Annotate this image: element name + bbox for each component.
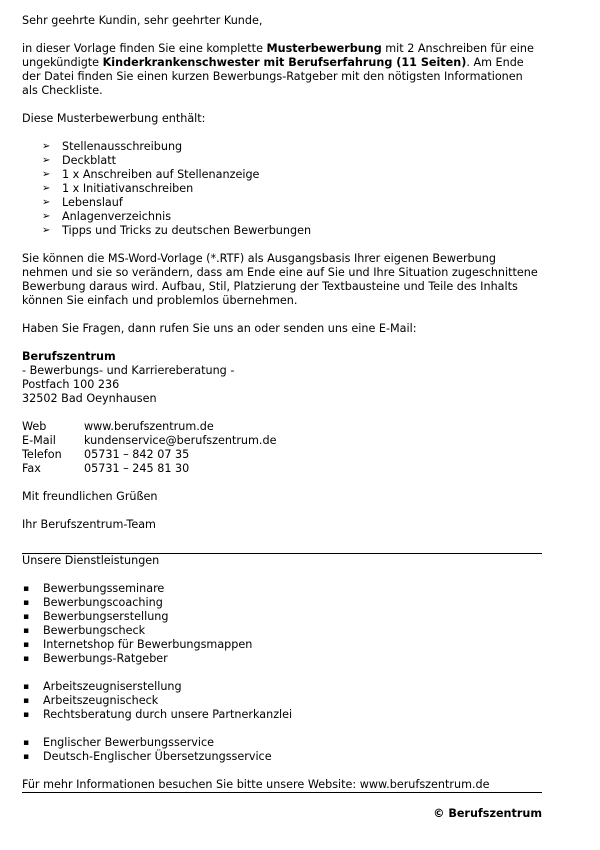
arrow-bullet-icon: ➢ [42, 141, 51, 152]
intro-text-1: in dieser Vorlage finden Sie eine komplette [22, 42, 267, 55]
arrow-bullet-icon: ➢ [42, 155, 51, 166]
list-item: ▪ Rechtsberatung durch unsere Partnerkanzlei [23, 708, 293, 721]
intro-paragraph [22, 42, 542, 98]
square-bullet-icon: ▪ [23, 584, 30, 594]
company-name: Berufszentrum [22, 350, 116, 363]
arrow-bullet-icon: ➢ [42, 183, 51, 194]
services-heading: Unsere Dienstleistungen [22, 554, 160, 567]
square-bullet-icon: ▪ [23, 710, 30, 720]
contact-table [22, 420, 542, 476]
greeting: Sehr geehrte Kundin, sehr geehrter Kunde, [22, 14, 263, 27]
list-item: ➢ Lebenslauf [42, 196, 123, 209]
square-bullet-icon: ▪ [23, 682, 30, 692]
list-item: ▪ Bewerbungscoaching [23, 596, 163, 609]
arrow-bullet-icon: ➢ [42, 169, 51, 180]
list-item: ➢ Stellenausschreibung [42, 140, 183, 153]
document-page [22, 14, 542, 821]
phone-value: 05731 – 842 07 35 [84, 448, 190, 461]
list-item: ▪ Arbeitszeugnischeck [23, 694, 159, 707]
list-item: ➢ Deckblatt [42, 154, 116, 167]
intro-bold-1: Musterbewerbung [266, 42, 382, 55]
more-info: Für mehr Informationen besuchen Sie bitte unsere Website: www.berufszentrum.de [22, 778, 490, 791]
list-item: ▪ Arbeitszeugniserstellung [23, 680, 182, 693]
square-bullet-icon: ▪ [23, 654, 30, 664]
square-bullet-icon: ▪ [23, 612, 30, 622]
email-link[interactable]: kundenservice@berufszentrum.de [84, 434, 277, 447]
questions-paragraph: Haben Sie Fragen, dann rufen Sie uns an oder senden uns eine E-Mail: [22, 322, 417, 335]
square-bullet-icon: ▪ [23, 598, 30, 608]
arrow-bullet-icon: ➢ [42, 211, 51, 222]
list-item: ▪ Bewerbungserstellung [23, 610, 169, 623]
company-city: 32502 Bad Oeynhausen [22, 392, 157, 405]
contact-label-email: E-Mail [22, 434, 56, 447]
square-bullet-icon: ▪ [23, 626, 30, 636]
arrow-bullet-icon: ➢ [42, 197, 51, 208]
list-item: ▪ Bewerbungs-Ratgeber [23, 652, 168, 665]
closing: Mit freundlichen Grüßen [22, 490, 158, 503]
square-bullet-icon: ▪ [23, 752, 30, 762]
intro-bold-2: Kinderkrankenschwester mit Berufserfahrung (11 Seiten) [102, 56, 467, 69]
company-tagline: - Bewerbungs- und Karriereberatung - [22, 364, 235, 377]
list-item: ▪ Englischer Bewerbungsservice [23, 736, 215, 749]
signature: Ihr Berufszentrum-Team [22, 518, 156, 531]
company-postbox: Postfach 100 236 [22, 378, 120, 391]
list-item: ➢ 1 x Initiativanschreiben [42, 182, 194, 195]
contact-label-fax: Fax [22, 462, 41, 475]
square-bullet-icon: ▪ [23, 738, 30, 748]
intro-text-2: mit 2 Anschreiben für eine ungekündigte [22, 42, 534, 69]
services-list-2 [22, 680, 542, 722]
list-item: ▪ Internetshop für Bewerbungsmappen [23, 638, 253, 651]
fax-value: 05731 – 245 81 30 [84, 462, 190, 475]
usage-paragraph: Sie können die MS-Word-Vorlage (*.RTF) als Ausgangsbasis Ihrer eigenen Bewerbung nehmen und sie so verändern, dass am Ende eine auf Sie und Ihre Situation zugeschnittene Bewerbung daraus wird. Aufbau, Stil, Platzierung der Textbausteine und Teile des Inhalts können Sie einfach und problemlos übernehmen. [22, 252, 538, 307]
services-list-1 [22, 582, 542, 666]
contents-heading: Diese Musterbewerbung enthält: [22, 112, 206, 125]
list-item: ▪ Deutsch-Englischer Übersetzungsservice [23, 750, 272, 763]
list-item: ➢ Tipps und Tricks zu deutschen Bewerbungen [42, 224, 312, 237]
list-item: ➢ 1 x Anschreiben auf Stellenanzeige [42, 168, 260, 181]
intro-text-3: . Am Ende der Datei finden Sie einen kurzen Bewerbungs-Ratgeber mit den nötigsten Informationen als Checkliste. [22, 56, 524, 97]
list-item: ▪ Bewerbungscheck [23, 624, 146, 637]
square-bullet-icon: ▪ [23, 640, 30, 650]
contact-label-web: Web [22, 420, 47, 433]
copyright: © Berufszentrum [433, 807, 542, 820]
arrow-bullet-icon: ➢ [42, 225, 51, 236]
list-item: ▪ Bewerbungsseminare [23, 582, 165, 595]
list-item: ➢ Anlagenverzeichnis [42, 210, 172, 223]
services-list-3 [22, 736, 542, 764]
web-link[interactable]: www.berufszentrum.de [84, 420, 214, 433]
contents-list [22, 140, 542, 238]
square-bullet-icon: ▪ [23, 696, 30, 706]
contact-label-phone: Telefon [22, 448, 62, 461]
